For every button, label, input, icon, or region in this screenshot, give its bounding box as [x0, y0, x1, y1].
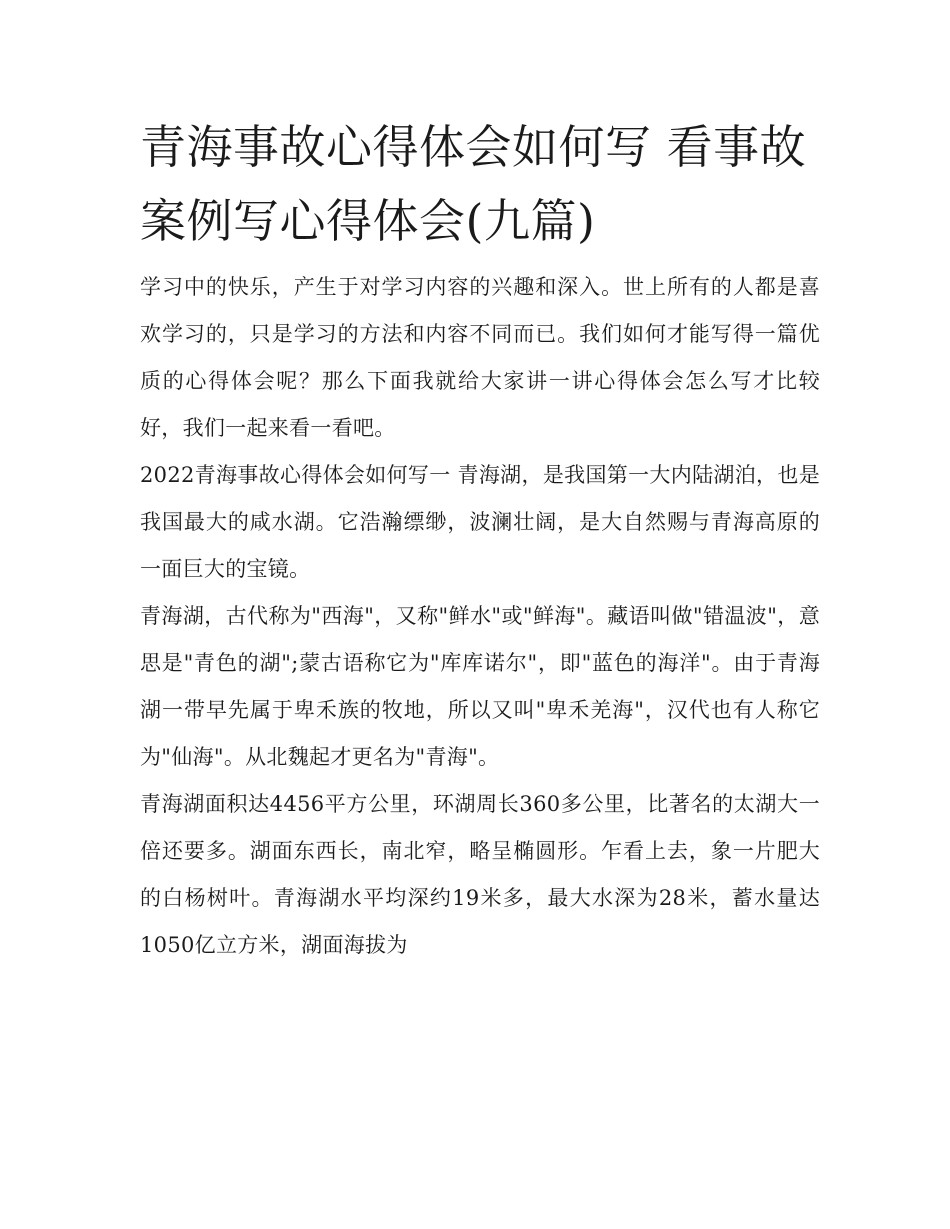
paragraph-lake-size: 青海湖面积达4456平方公里，环湖周长360多公里，比著名的太湖大一倍还要多。湖面东西长，南北窄，略呈椭圆形。乍看上去，象一片肥大的白杨树叶。青海湖水平均深约19米多，最大水深为28米，蓄水量达1050亿立方米，湖面海拔为 [140, 792, 820, 957]
paragraph-lake-names: 青海湖，古代称为"西海"，又称"鲜水"或"鲜海"。藏语叫做"错温波"，意思是"青色的湖";蒙古语称它为"库库诺尔"，即"蓝色的海洋"。由于青海湖一带早先属于卑禾族的牧地，所以又叫"卑禾羌海"，汉代也有人称它为"仙海"。从北魏起才更名为"青海"。 [140, 604, 820, 769]
paragraph-intro: 学习中的快乐，产生于对学习内容的兴趣和深入。世上所有的人都是喜欢学习的，只是学习的方法和内容不同而已。我们如何才能写得一篇优质的心得体会呢？那么下面我就给大家讲一讲心得体会怎么写才比较好，我们一起来看一看吧。 [140, 275, 820, 440]
document-body [140, 110, 820, 969]
document-title: 青海事故心得体会如何写 看事故案例写心得体会(九篇) [140, 120, 807, 248]
paragraph-qinghai-lake-intro: 2022青海事故心得体会如何写一 青海湖，是我国第一大内陆湖泊，也是我国最大的咸水湖。它浩瀚缥缈，波澜壮阔，是大自然赐与青海高原的一面巨大的宝镜。 [140, 463, 820, 581]
